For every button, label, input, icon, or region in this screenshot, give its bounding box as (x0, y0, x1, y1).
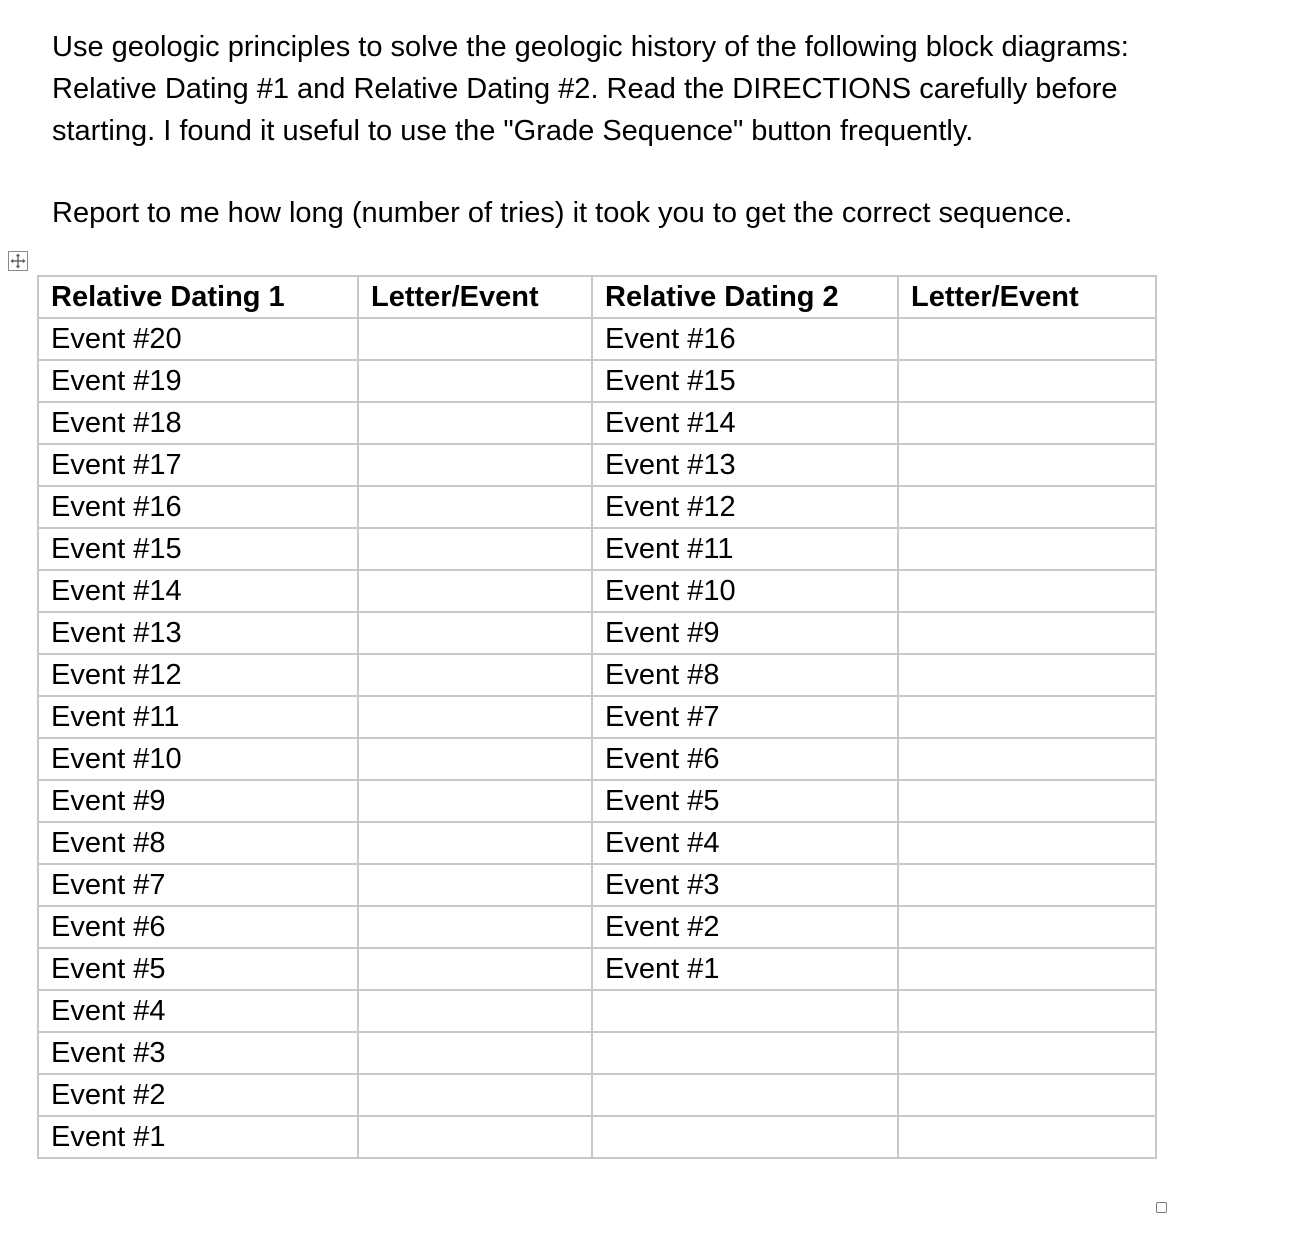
table-row (38, 990, 1156, 1032)
events-table (37, 275, 1157, 1159)
rd2-event-cell: Event #6 (592, 738, 898, 780)
rd2-letter-cell[interactable] (898, 696, 1156, 738)
rd1-event-cell: Event #8 (38, 822, 358, 864)
header-letter-event-1: Letter/Event (358, 276, 592, 318)
rd1-letter-cell[interactable] (358, 1116, 592, 1158)
table-row (38, 948, 1156, 990)
rd1-letter-cell[interactable] (358, 528, 592, 570)
rd2-event-cell: Event #8 (592, 654, 898, 696)
rd1-event-cell: Event #4 (38, 990, 358, 1032)
rd1-letter-cell[interactable] (358, 822, 592, 864)
rd2-event-cell: Event #16 (592, 318, 898, 360)
rd1-event-cell: Event #20 (38, 318, 358, 360)
rd1-letter-cell[interactable] (358, 654, 592, 696)
table-row (38, 1116, 1156, 1158)
rd1-event-cell: Event #12 (38, 654, 358, 696)
rd2-letter-cell[interactable] (898, 360, 1156, 402)
report-instruction: Report to me how long (number of tries) it took you to get the correct sequence. (52, 197, 1073, 229)
instructions-paragraph-1 (52, 26, 1252, 152)
rd2-event-cell: Event #15 (592, 360, 898, 402)
rd2-letter-cell[interactable] (898, 528, 1156, 570)
table-row (38, 696, 1156, 738)
rd1-letter-cell[interactable] (358, 780, 592, 822)
rd1-letter-cell[interactable] (358, 696, 592, 738)
rd1-event-cell: Event #14 (38, 570, 358, 612)
rd1-letter-cell[interactable] (358, 1074, 592, 1116)
table-row (38, 738, 1156, 780)
rd2-event-cell: Event #3 (592, 864, 898, 906)
rd2-letter-cell[interactable] (898, 1074, 1156, 1116)
table-row (38, 780, 1156, 822)
header-relative-dating-1: Relative Dating 1 (38, 276, 358, 318)
rd1-event-cell: Event #19 (38, 360, 358, 402)
header-letter-event-2: Letter/Event (898, 276, 1156, 318)
rd2-letter-cell[interactable] (898, 318, 1156, 360)
rd2-letter-cell[interactable] (898, 738, 1156, 780)
rd1-letter-cell[interactable] (358, 360, 592, 402)
rd2-letter-cell[interactable] (898, 822, 1156, 864)
rd2-event-cell: Event #11 (592, 528, 898, 570)
rd1-event-cell: Event #2 (38, 1074, 358, 1116)
rd2-letter-cell[interactable] (898, 486, 1156, 528)
table-row (38, 444, 1156, 486)
header-relative-dating-2: Relative Dating 2 (592, 276, 898, 318)
rd2-letter-cell[interactable] (898, 1032, 1156, 1074)
table-row (38, 318, 1156, 360)
rd1-event-cell: Event #13 (38, 612, 358, 654)
table-row (38, 654, 1156, 696)
rd1-letter-cell[interactable] (358, 486, 592, 528)
rd2-letter-cell[interactable] (898, 612, 1156, 654)
rd1-letter-cell[interactable] (358, 738, 592, 780)
rd2-event-cell: Event #10 (592, 570, 898, 612)
rd1-event-cell: Event #5 (38, 948, 358, 990)
instructions-line-3: starting. I found it useful to use the "Grade Sequence" button frequently. (52, 115, 974, 147)
rd2-event-cell: Event #4 (592, 822, 898, 864)
rd2-letter-cell[interactable] (898, 864, 1156, 906)
rd2-event-cell: Event #2 (592, 906, 898, 948)
rd2-letter-cell[interactable] (898, 444, 1156, 486)
rd1-letter-cell[interactable] (358, 402, 592, 444)
move-arrows-icon (9, 252, 27, 270)
rd2-event-cell: Event #12 (592, 486, 898, 528)
rd1-letter-cell[interactable] (358, 570, 592, 612)
rd1-event-cell: Event #11 (38, 696, 358, 738)
rd1-letter-cell[interactable] (358, 864, 592, 906)
table-row (38, 486, 1156, 528)
rd2-letter-cell[interactable] (898, 906, 1156, 948)
instructions-line-2: Relative Dating #1 and Relative Dating #2. Read the DIRECTIONS carefully before (52, 73, 1118, 105)
rd2-event-cell: Event #13 (592, 444, 898, 486)
rd1-letter-cell[interactable] (358, 318, 592, 360)
table-row (38, 1074, 1156, 1116)
rd1-letter-cell[interactable] (358, 906, 592, 948)
rd1-event-cell: Event #17 (38, 444, 358, 486)
rd2-event-cell: Event #5 (592, 780, 898, 822)
rd1-letter-cell[interactable] (358, 1032, 592, 1074)
rd1-event-cell: Event #9 (38, 780, 358, 822)
table-row (38, 906, 1156, 948)
rd2-event-cell: Event #9 (592, 612, 898, 654)
rd1-event-cell: Event #16 (38, 486, 358, 528)
rd2-event-cell: Event #7 (592, 696, 898, 738)
table-row (38, 822, 1156, 864)
rd1-letter-cell[interactable] (358, 990, 592, 1032)
rd2-event-cell: Event #14 (592, 402, 898, 444)
rd1-event-cell: Event #10 (38, 738, 358, 780)
rd1-letter-cell[interactable] (358, 444, 592, 486)
instructions-line-1: Use geologic principles to solve the geologic history of the following block diagrams: (52, 31, 1129, 63)
rd2-event-cell[interactable] (592, 1032, 898, 1074)
table-row (38, 612, 1156, 654)
rd1-event-cell: Event #3 (38, 1032, 358, 1074)
table-move-handle[interactable] (8, 251, 28, 271)
rd2-letter-cell[interactable] (898, 990, 1156, 1032)
rd1-event-cell: Event #7 (38, 864, 358, 906)
rd1-event-cell: Event #15 (38, 528, 358, 570)
rd1-event-cell: Event #18 (38, 402, 358, 444)
rd2-event-cell[interactable] (592, 1074, 898, 1116)
table-row (38, 864, 1156, 906)
rd1-letter-cell[interactable] (358, 612, 592, 654)
rd1-event-cell: Event #1 (38, 1116, 358, 1158)
rd2-event-cell[interactable] (592, 1116, 898, 1158)
table-header-row (38, 276, 1156, 318)
rd2-event-cell: Event #1 (592, 948, 898, 990)
rd2-letter-cell[interactable] (898, 780, 1156, 822)
rd2-letter-cell[interactable] (898, 402, 1156, 444)
instructions (52, 26, 1252, 234)
rd2-letter-cell[interactable] (898, 1116, 1156, 1158)
rd2-event-cell[interactable] (592, 990, 898, 1032)
table-row (38, 1032, 1156, 1074)
rd1-event-cell: Event #6 (38, 906, 358, 948)
resize-handle-icon[interactable] (1156, 1202, 1167, 1213)
rd1-letter-cell[interactable] (358, 948, 592, 990)
rd2-letter-cell[interactable] (898, 948, 1156, 990)
table-row (38, 528, 1156, 570)
table-row (38, 402, 1156, 444)
rd2-letter-cell[interactable] (898, 654, 1156, 696)
table-row (38, 360, 1156, 402)
table-row (38, 570, 1156, 612)
rd2-letter-cell[interactable] (898, 570, 1156, 612)
